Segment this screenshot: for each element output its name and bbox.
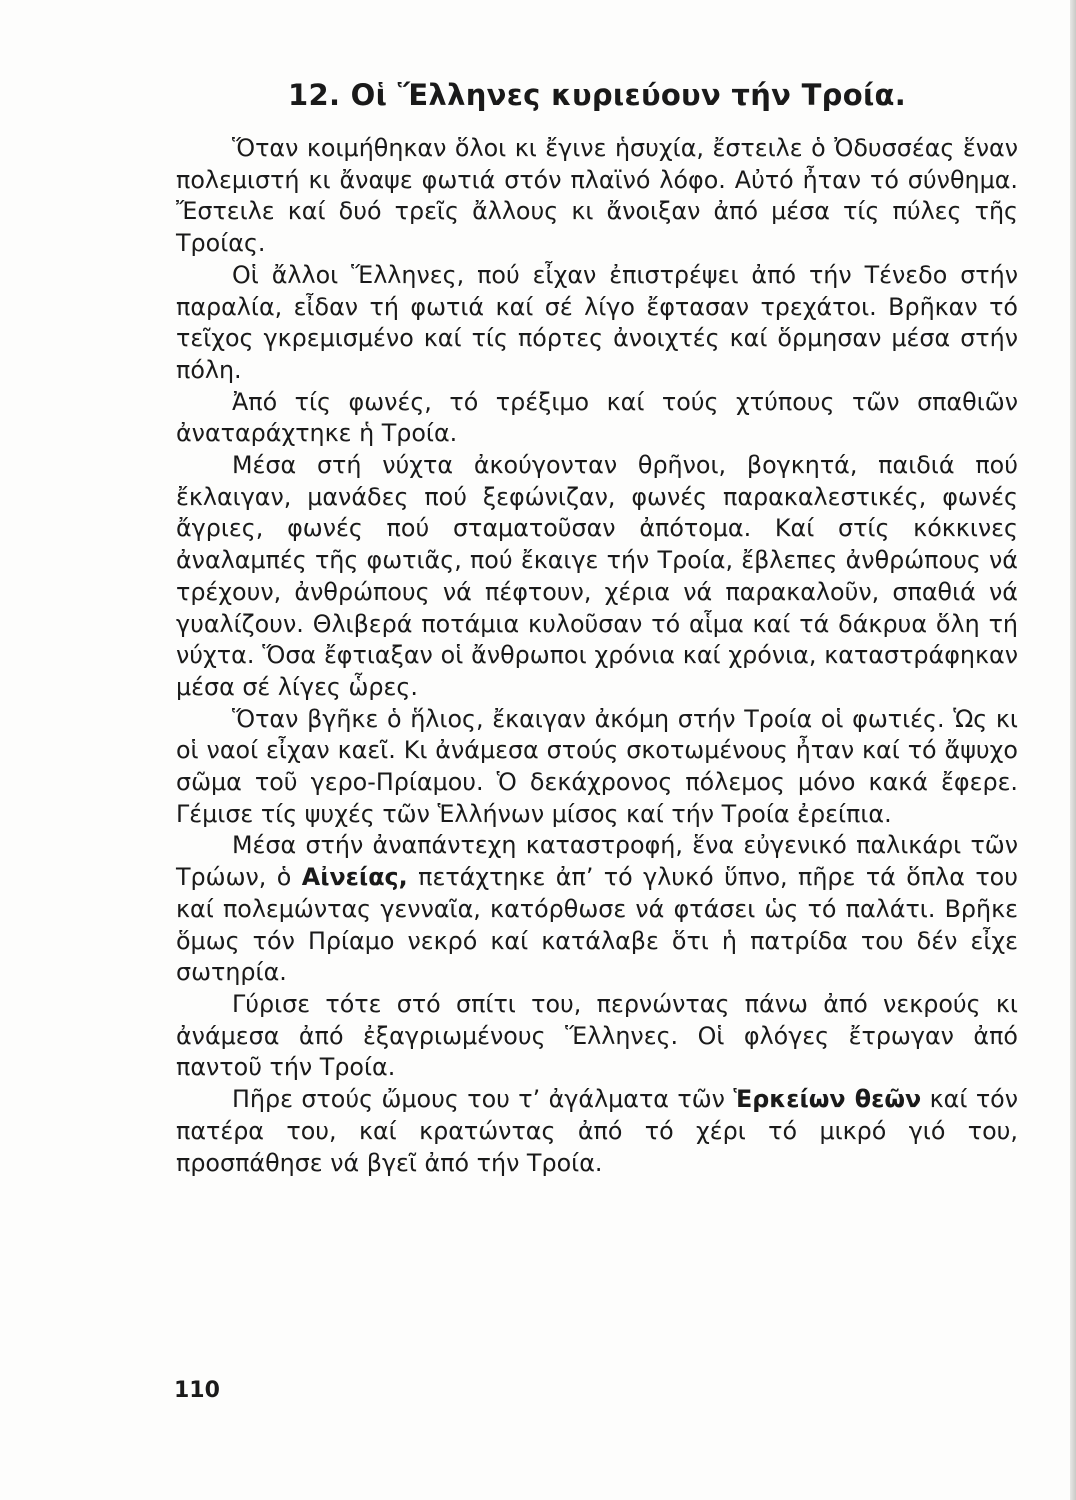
gods-text-after: καί τόν πατέρα του, καί κρατώντας ἀπό τό χέρι τό μικρό γιό του, προσπάθησε νά βγεῖ ἀπό τήν Τροία.	[176, 1085, 1018, 1177]
page-edge-shadow	[1070, 0, 1076, 1500]
aeneas-name: Αἰνείας,	[301, 863, 408, 892]
paragraph-night: Μέσα στή νύχτα ἀκούγονταν θρῆνοι, βογκητά, παιδιά πού ἔκλαιγαν, μανάδες πού ξεφώνιζαν, φωνές παρακαλεστικές, φωνές ἄγριες, φωνές πού σταματοῦσαν ἀπότομα. Καί στίς κόκκινες ἀναλαμπές τῆς φωτιᾶς, πού ἔκαιγε τήν Τροία, ἔβλεπες ἀνθρώπους νά τρέχουν, ἀνθρώπους νά πέφτουν, χέρια νά παρακαλοῦν, σπαθιά νά γυαλίζουν. Θλιβερά ποτάμια κυλοῦσαν τό αἷμα καί τά δάκρυα ὅλη τή νύχτα. Ὅσα ἔφτιαξαν οἱ ἄνθρωποι χρόνια καί χρόνια, καταστράφηκαν μέσα σέ λίγες ὧρες.	[176, 451, 1018, 701]
aeneas-text-after: πετάχτηκε ἀπ’ τό γλυκό ὕπνο, πῆρε τά ὅπλα του καί πολεμώντας γενναῖα, κατόρθωσε νά φτάσει ὡς τό παλάτι. Βρῆκε ὅμως τόν Πρίαμο νεκρό καί κατάλαβε ὅτι ἡ πατρίδα του δέν εἶχε σωτηρία.	[176, 863, 1018, 987]
paragraph-household-gods	[176, 1084, 1018, 1179]
gods-text-before: Πῆρε στούς ὤμους του τ’ ἀγάλματα τῶν	[232, 1085, 734, 1114]
paragraph-aeneas	[176, 830, 1018, 989]
page-number: 110	[174, 1378, 220, 1403]
aeneas-text-before: Μέσα στήν ἀναπάντεχη καταστροφή, ἕνα εὐγενικό παλικάρι τῶν Τρώων, ὁ	[176, 831, 1018, 892]
chapter-body	[176, 133, 1018, 1179]
chapter-title: 12. Οἱ Ἕλληνες κυριεύουν τήν Τροία.	[288, 78, 907, 112]
paragraph-signal: Ὅταν κοιμήθηκαν ὅλοι κι ἔγινε ἡσυχία, ἔστειλε ὁ Ὀδυσσέας ἕναν πολεμιστή κι ἄναψε φωτιά στόν πλαϊνό λόφο. Αὐτό ἦταν τό σύνθημα. Ἔστειλε καί δυό τρεῖς ἄλλους κι ἄνοιξαν ἀπό μέσα τίς πύλες τῆς Τροίας.	[176, 134, 1018, 258]
paragraph-return-home: Γύρισε τότε στό σπίτι του, περνώντας πάνω ἀπό νεκρούς κι ἀνάμεσα ἀπό ἐξαγριωμένους Ἕλληνες. Οἱ φλόγες ἔτρωγαν ἀπό παντοῦ τήν Τροία.	[176, 989, 1018, 1082]
paragraph-uproar: Ἀπό τίς φωνές, τό τρέξιμο καί τούς χτύπους τῶν σπαθιῶν ἀναταράχτηκε ἡ Τροία.	[176, 387, 1018, 448]
household-gods-term: Ἑρκείων θεῶν	[733, 1085, 922, 1114]
paragraph-greeks-enter: Οἱ ἄλλοι Ἕλληνες, πού εἶχαν ἐπιστρέψει ἀπό τήν Τένεδο στήν παραλία, εἶδαν τή φωτιά καί σέ λίγο ἔφτασαν τρεχάτοι. Βρῆκαν τό τεῖχος γκρεμισμένο καί τίς πόρτες ἀνοιχτές καί ὅρμησαν μέσα στήν πόλη.	[176, 260, 1018, 384]
paragraph-morning: Ὅταν βγῆκε ὁ ἥλιος, ἔκαιγαν ἀκόμη στήν Τροία οἱ φωτιές. Ὡς κι οἱ ναοί εἶχαν καεῖ. Κι ἀνάμεσα στούς σκοτωμένους ἦταν καί τό ἄψυχο σῶμα τοῦ γερο-Πρίαμου. Ὁ δεκάχρονος πόλεμος μόνο κακά ἔφερε. Γέμισε τίς ψυχές τῶν Ἑλλήνων μίσος καί τήν Τροία ἐρείπια.	[176, 704, 1018, 828]
